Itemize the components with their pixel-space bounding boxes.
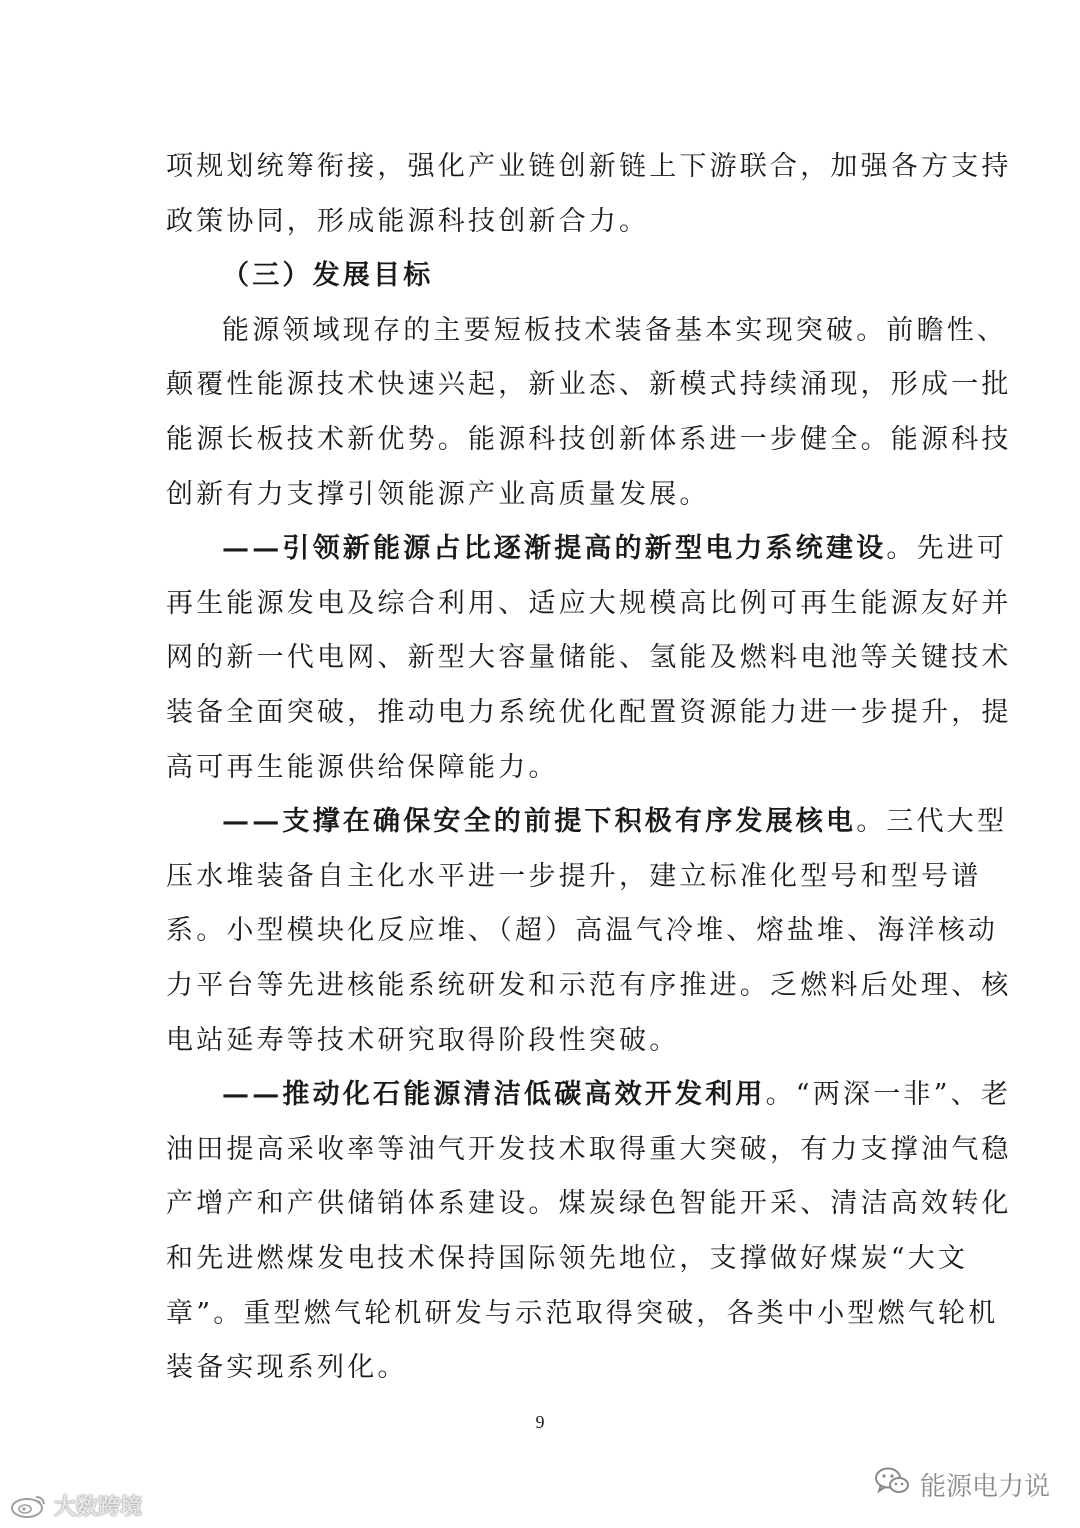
bold-lead: ——推动化石能源清洁低碳高效开发利用 bbox=[222, 1079, 766, 1111]
text-line bbox=[166, 1177, 1012, 1231]
text-line bbox=[166, 577, 1012, 631]
line-text: 。三代大型 bbox=[856, 806, 1008, 838]
line-text: 政策协同，形成能源科技创新合力。 bbox=[166, 205, 650, 237]
watermark-right-text: 能源电力说 bbox=[919, 1472, 1050, 1502]
text-line bbox=[222, 304, 1008, 358]
text-line bbox=[166, 468, 926, 522]
line-text: 。先进可 bbox=[886, 533, 1008, 565]
line-text: 能源长板技术新优势。能源科技创新体系进一步健全。能源科技 bbox=[166, 424, 1012, 455]
line-text: 装备实现系列化。 bbox=[166, 1352, 408, 1384]
line-text: 网的新一代电网、新型大容量储能、氢能及燃料电池等关键技术 bbox=[166, 642, 1012, 674]
line-text: 再生能源发电及综合利用、适应大规模高比例可再生能源友好并 bbox=[166, 587, 1012, 619]
text-line bbox=[166, 741, 926, 795]
section-heading bbox=[222, 249, 982, 303]
text-line bbox=[166, 358, 1012, 412]
text-line bbox=[166, 195, 926, 249]
text-line bbox=[166, 904, 999, 958]
line-text: 和先进燃煤发电技术保持国际领先地位，支撑做好煤炭“大文 bbox=[166, 1243, 969, 1274]
line-text: 产增产和产供储销体系建设。煤炭绿色智能开采、清洁高效转化 bbox=[166, 1188, 1012, 1220]
text-line bbox=[222, 795, 1008, 849]
text-line bbox=[166, 686, 1012, 740]
line-text: 油田提高采收率等油气开发技术取得重大突破，有力支撑油气稳 bbox=[166, 1133, 1012, 1165]
line-text: （三）发展目标 bbox=[222, 260, 434, 292]
text-line bbox=[166, 850, 982, 904]
text-line bbox=[166, 140, 1012, 194]
text-line bbox=[222, 522, 1008, 576]
line-text: 电站延寿等技术研究取得阶段性突破。 bbox=[166, 1024, 680, 1056]
line-text: 力平台等先进核能系统研发和示范有序推进。乏燃料后处理、核 bbox=[166, 970, 1012, 1001]
line-text: 章”。重型燃气轮机研发与示范取得突破，各类中小型燃气轮机 bbox=[166, 1297, 999, 1329]
line-text: 高可再生能源供给保障能力。 bbox=[166, 751, 559, 783]
line-text: 压水堆装备自主化水平进一步提升，建立标准化型号和型号谱 bbox=[166, 860, 982, 892]
line-text: 项规划统筹衔接，强化产业链创新链上下游联合，加强各方支持 bbox=[166, 151, 1012, 182]
watermark-left bbox=[10, 1490, 142, 1521]
watermark-right bbox=[874, 1466, 1050, 1503]
bold-lead: ——支撑在确保安全的前提下积极有序发展核电 bbox=[222, 806, 857, 838]
text-line bbox=[166, 1287, 999, 1341]
text-line bbox=[166, 1232, 969, 1286]
wechat-icon bbox=[874, 1466, 910, 1503]
line-text: 。“两深一非”、老 bbox=[765, 1079, 1012, 1111]
weibo-icon bbox=[10, 1493, 48, 1519]
line-text: 创新有力支撑引领能源产业高质量发展。 bbox=[166, 478, 710, 510]
text-line bbox=[166, 959, 1012, 1013]
page-number: 9 bbox=[535, 1412, 545, 1432]
line-text: 颠覆性能源技术快速兴起，新业态、新模式持续涌现，形成一批 bbox=[166, 369, 1012, 401]
text-line bbox=[166, 1341, 926, 1395]
line-text: 能源领域现存的主要短板技术装备基本实现突破。前瞻性、 bbox=[222, 314, 1008, 346]
text-line bbox=[166, 1123, 1012, 1177]
text-line bbox=[222, 1068, 1012, 1122]
text-line bbox=[166, 413, 1012, 467]
watermark-left-text: 大数跨境 bbox=[54, 1495, 143, 1520]
line-text: 系。小型模块化反应堆、（超）高温气冷堆、熔盐堆、海洋核动 bbox=[166, 915, 999, 947]
text-line bbox=[166, 631, 1012, 685]
text-line bbox=[166, 1014, 926, 1068]
bold-lead: ——引领新能源占比逐渐提高的新型电力系统建设 bbox=[222, 533, 887, 565]
line-text: 装备全面突破，推动电力系统优化配置资源能力进一步提升，提 bbox=[166, 697, 1012, 728]
